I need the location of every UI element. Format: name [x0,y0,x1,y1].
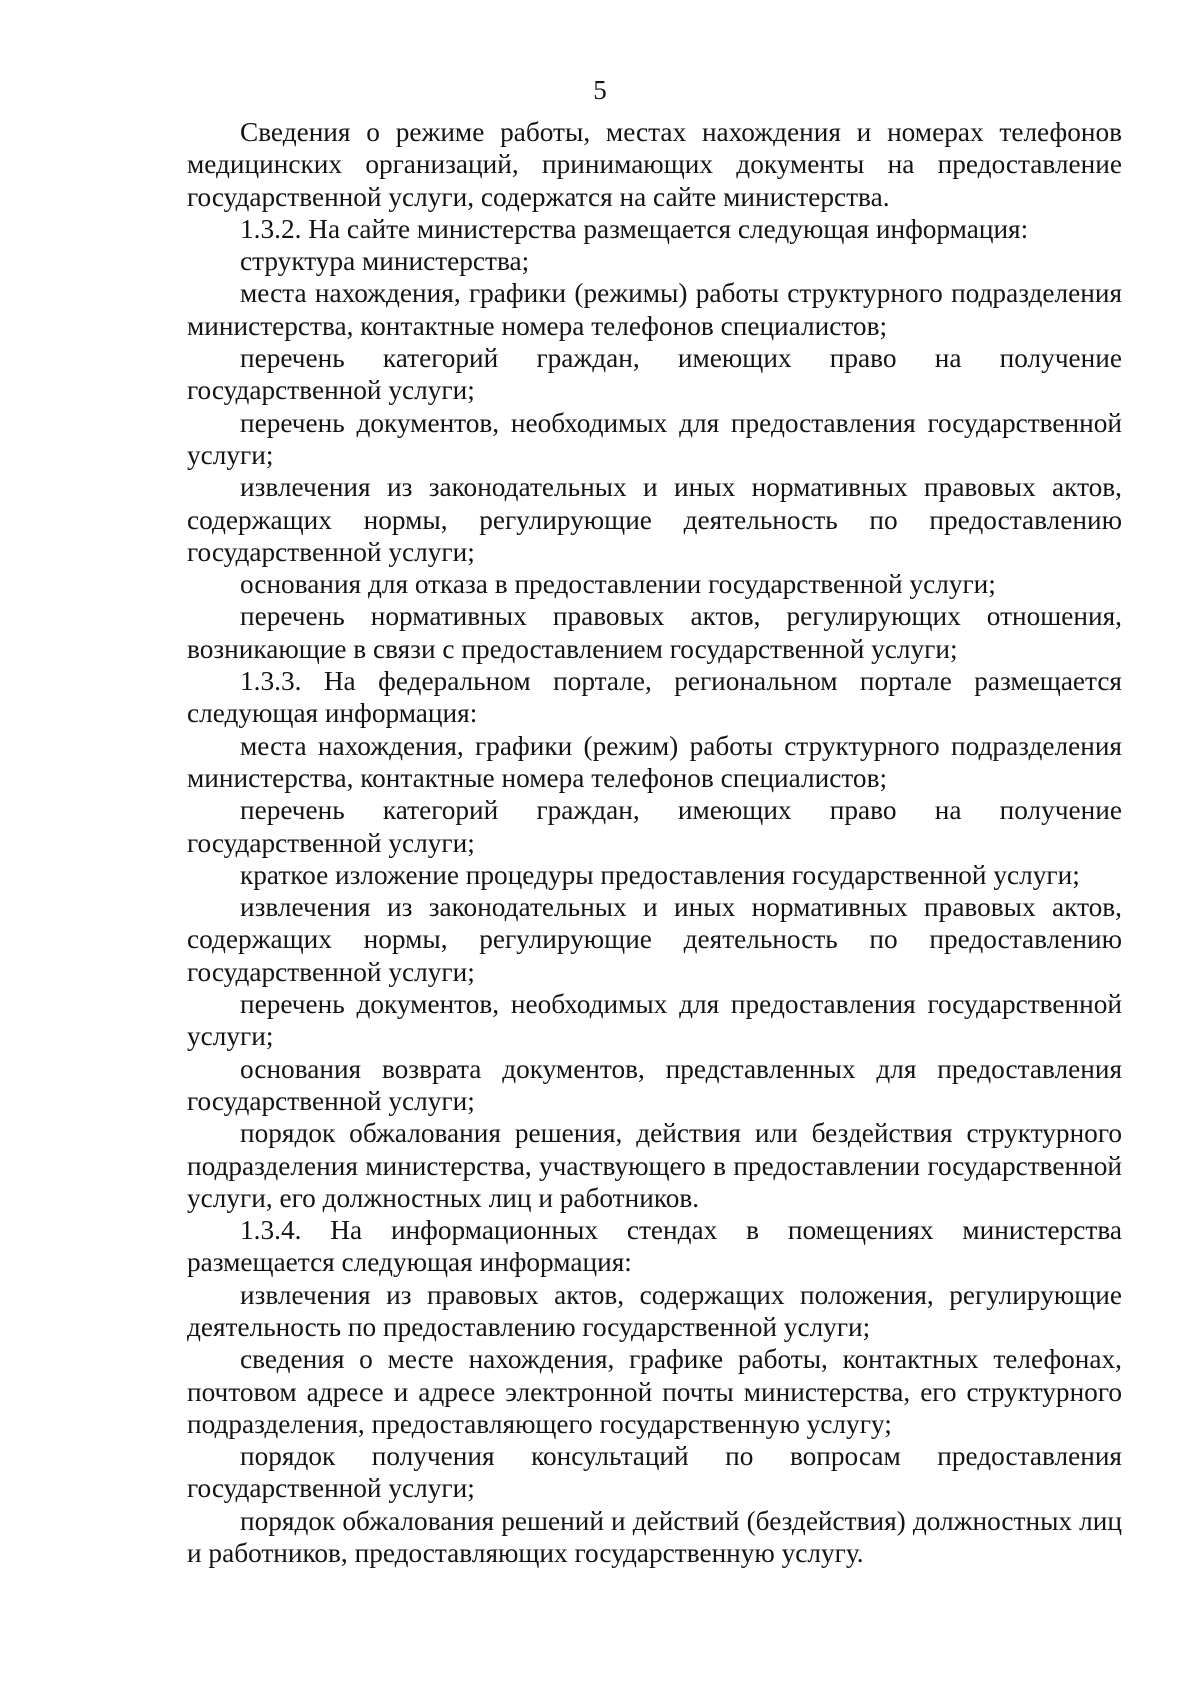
page-number: 5 [593,75,607,105]
paragraph: перечень категорий граждан, имеющих право на получение государственной услуги; [187,343,1122,406]
paragraph: извлечения из законодательных и иных нормативных правовых актов, содержащих нормы, регулирующие деятельность по предоставлению государственной услуги; [187,472,1122,567]
paragraph: места нахождения, графики (режимы) работы структурного подразделения министерства, контактные номера телефонов специалистов; [187,278,1122,341]
paragraph: перечень категорий граждан, имеющих право на получение государственной услуги; [187,795,1122,858]
paragraph: извлечения из правовых актов, содержащих положения, регулирующие деятельность по предоставлению государственной услуги; [187,1279,1122,1342]
paragraph: 1.3.3. На федеральном портале, региональном портале размещается следующая информация: [187,666,1122,729]
paragraph: извлечения из законодательных и иных нормативных правовых актов, содержащих нормы, регулирующие деятельность по предоставлению государственной услуги; [187,892,1122,987]
paragraph: основания возврата документов, представленных для предоставления государственной услуги; [187,1053,1122,1116]
paragraph: 1.3.4. На информационных стендах в помещениях министерства размещается следующая информация: [187,1215,1122,1278]
paragraph: сведения о месте нахождения, графике работы, контактных телефонах, почтовом адресе и адресе электронной почты министерства, его структурного подразделения, предоставляющего государственную услугу; [187,1344,1122,1439]
paragraph: порядок получения консультаций по вопросам предоставления государственной услуги; [187,1441,1122,1504]
document-body [187,116,1122,1569]
paragraph: перечень документов, необходимых для предоставления государственной услуги; [187,407,1122,470]
paragraph: места нахождения, графики (режим) работы структурного подразделения министерства, контактные номера телефонов специалистов; [187,730,1122,793]
paragraph: Сведения о режиме работы, местах нахождения и номерах телефонов медицинских организаций, принимающих документы на предоставление государственной услуги, содержатся на сайте министерства. [187,117,1122,212]
paragraph: краткое изложение процедуры предоставления государственной услуги; [240,859,1080,890]
paragraph: перечень нормативных правовых актов, регулирующих отношения, возникающие в связи с предоставлением государственной услуги; [187,601,1122,664]
paragraph: порядок обжалования решений и действий (бездействия) должностных лиц и работников, предоставляющих государственную услугу. [187,1505,1122,1569]
paragraph: структура министерства; [240,246,530,277]
paragraph: перечень документов, необходимых для предоставления государственной услуги; [187,989,1122,1052]
paragraph: порядок обжалования решения, действия или бездействия структурного подразделения министерства, участвующего в предоставлении государственной услуги, его должностных лиц и работников. [187,1118,1122,1213]
paragraph: основания для отказа в предоставлении государственной услуги; [240,569,996,600]
paragraph: 1.3.2. На сайте министерства размещается следующая информация: [240,213,1029,244]
